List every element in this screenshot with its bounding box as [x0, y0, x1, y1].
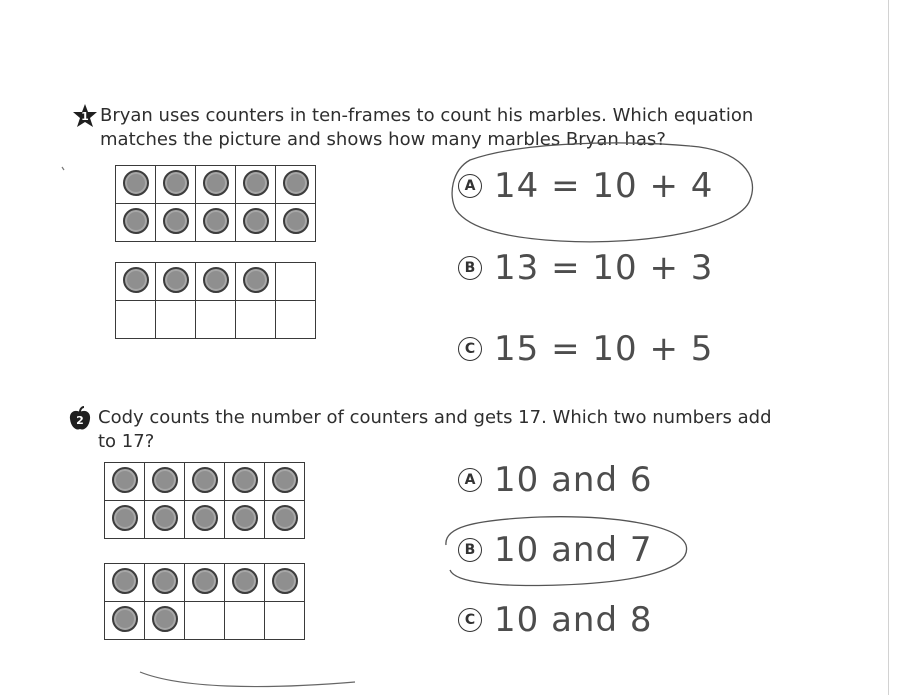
cell: [145, 602, 185, 640]
cell: [276, 204, 316, 242]
choice-letter-bubble: B: [458, 256, 482, 280]
cell: [105, 463, 145, 501]
page-edge-line: [888, 0, 889, 695]
cell: [265, 463, 305, 501]
choice-text: 10 and 8: [494, 600, 653, 640]
ten-frame-q2-full: [104, 462, 305, 539]
cell: [116, 166, 156, 204]
cell: [116, 204, 156, 242]
counter: [123, 267, 149, 293]
q1-choice-b[interactable]: [458, 248, 713, 288]
cell: [276, 301, 316, 339]
ten-frame-q2-partial: [104, 563, 305, 640]
question-2-line-1: Cody counts the number of counters and gets 17. Which two numbers add: [98, 407, 772, 428]
cell: [185, 602, 225, 640]
q2-choice-c[interactable]: [458, 600, 652, 640]
cell: [236, 301, 276, 339]
question-1-number: 1: [81, 110, 89, 123]
cell: [156, 301, 196, 339]
cell: [225, 602, 265, 640]
counter: [272, 568, 298, 594]
counter: [203, 170, 229, 196]
counter: [203, 267, 229, 293]
cell: [185, 564, 225, 602]
counter: [192, 505, 218, 531]
counter: [203, 208, 229, 234]
cell: [145, 564, 185, 602]
choice-text: 15 = 10 + 5: [494, 329, 714, 369]
question-1-line-2: matches the picture and shows how many marbles Bryan has?: [100, 129, 666, 150]
choice-letter-bubble: A: [458, 468, 482, 492]
q1-choice-a[interactable]: [458, 166, 713, 206]
counter: [163, 267, 189, 293]
choice-text: 10 and 6: [494, 460, 653, 500]
counter: [232, 505, 258, 531]
counter: [272, 467, 298, 493]
counter: [163, 208, 189, 234]
cell: [265, 564, 305, 602]
counter: [232, 568, 258, 594]
counter: [152, 505, 178, 531]
cell: [265, 602, 305, 640]
question-2-number: 2: [76, 414, 84, 427]
choice-letter-bubble: A: [458, 174, 482, 198]
counter: [152, 568, 178, 594]
cell: [225, 463, 265, 501]
ten-frame-q1-partial: [115, 262, 316, 339]
question-2-text: [98, 406, 772, 454]
cell: [225, 501, 265, 539]
cell: [145, 501, 185, 539]
counter: [283, 170, 309, 196]
cell: [105, 564, 145, 602]
counter: [112, 606, 138, 632]
counter: [112, 467, 138, 493]
cell: [236, 263, 276, 301]
cell: [145, 463, 185, 501]
star-number-icon: [72, 103, 98, 129]
cell: [236, 166, 276, 204]
apple-number-icon: [67, 406, 93, 432]
ten-frame-q1-full: [115, 165, 316, 242]
cell: [156, 204, 196, 242]
cell: [185, 501, 225, 539]
q1-choice-c[interactable]: [458, 329, 713, 369]
counter: [112, 505, 138, 531]
cell: [276, 166, 316, 204]
cell: [105, 602, 145, 640]
choice-text: 13 = 10 + 3: [494, 248, 714, 288]
choice-text: 10 and 7: [494, 530, 653, 570]
cell: [185, 463, 225, 501]
counter: [243, 170, 269, 196]
choice-text: 14 = 10 + 4: [494, 166, 714, 206]
counter: [272, 505, 298, 531]
counter: [112, 568, 138, 594]
counter: [152, 467, 178, 493]
counter: [163, 170, 189, 196]
cell: [236, 204, 276, 242]
q2-choice-b[interactable]: [458, 530, 652, 570]
cell: [156, 166, 196, 204]
cell: [196, 204, 236, 242]
cell: [116, 263, 156, 301]
counter: [283, 208, 309, 234]
counter: [123, 208, 149, 234]
counter: [192, 467, 218, 493]
cell: [196, 263, 236, 301]
cell: [116, 301, 156, 339]
counter: [152, 606, 178, 632]
cell: [196, 166, 236, 204]
counter: [232, 467, 258, 493]
cell: [156, 263, 196, 301]
counter: [243, 208, 269, 234]
question-1-line-1: Bryan uses counters in ten-frames to count his marbles. Which equation: [100, 105, 754, 126]
cell: [265, 501, 305, 539]
cell: [225, 564, 265, 602]
pencil-mark-dot: [62, 167, 64, 170]
counter: [192, 568, 218, 594]
pencil-mark-underline: [140, 672, 355, 687]
choice-letter-bubble: C: [458, 608, 482, 632]
choice-letter-bubble: C: [458, 337, 482, 361]
cell: [196, 301, 236, 339]
cell: [276, 263, 316, 301]
question-1-text: [100, 104, 753, 152]
counter: [123, 170, 149, 196]
cell: [105, 501, 145, 539]
q2-choice-a[interactable]: [458, 460, 652, 500]
question-2-line-2: to 17?: [98, 431, 155, 452]
counter: [243, 267, 269, 293]
choice-letter-bubble: B: [458, 538, 482, 562]
